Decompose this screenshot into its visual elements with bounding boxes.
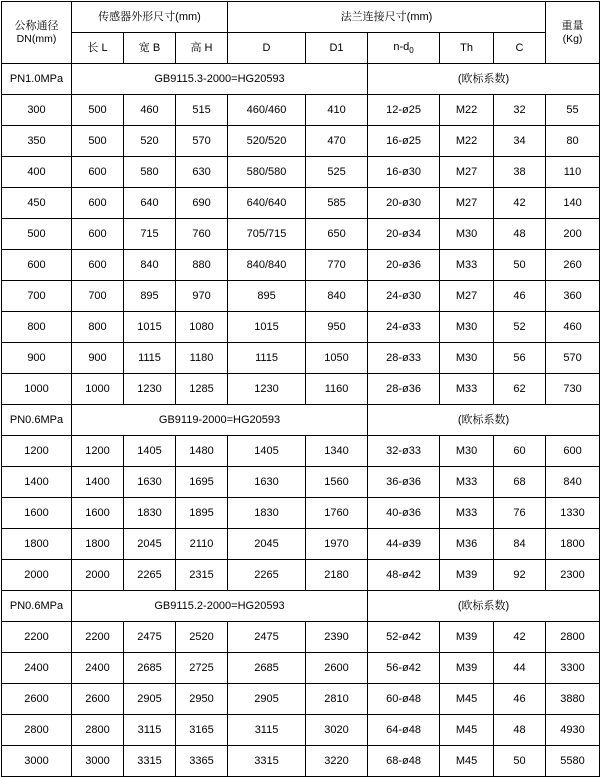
group-header-row [2, 405, 600, 436]
table-cell: 48 [494, 715, 546, 746]
table-cell: 40-ø36 [368, 498, 440, 529]
table-cell: 1405 [228, 436, 306, 467]
table-cell: 42 [494, 188, 546, 219]
table-cell: 52-ø42 [368, 622, 440, 653]
table-cell: M27 [440, 281, 494, 312]
table-cell: 715 [124, 219, 176, 250]
table-cell: 2800 [72, 715, 124, 746]
table-cell: 2200 [2, 622, 72, 653]
table-cell: 3315 [228, 746, 306, 777]
table-cell: 64-ø48 [368, 715, 440, 746]
table-cell: 3315 [124, 746, 176, 777]
table-cell: 700 [72, 281, 124, 312]
table-cell: 515 [176, 95, 228, 126]
table-cell: 840 [124, 250, 176, 281]
table-cell: 460 [124, 95, 176, 126]
table-cell: 1895 [176, 498, 228, 529]
table-cell: 1230 [124, 374, 176, 405]
table-cell: 5580 [546, 746, 600, 777]
table-row [2, 126, 600, 157]
table-cell: 2725 [176, 653, 228, 684]
table-cell: 1830 [228, 498, 306, 529]
table-cell: M39 [440, 622, 494, 653]
table-cell: 3300 [546, 653, 600, 684]
table-cell: 1160 [306, 374, 368, 405]
group-pressure-rating: PN1.0MPa [2, 64, 72, 95]
table-cell: 68 [494, 467, 546, 498]
table-row [2, 684, 600, 715]
table-cell: 28-ø33 [368, 343, 440, 374]
table-cell: 3000 [72, 746, 124, 777]
table-cell: 200 [546, 219, 600, 250]
table-cell: 1115 [228, 343, 306, 374]
table-cell: M45 [440, 684, 494, 715]
header-th: Th [440, 33, 494, 64]
table-row [2, 653, 600, 684]
table-cell: M30 [440, 219, 494, 250]
table-cell: 140 [546, 188, 600, 219]
table-row [2, 281, 600, 312]
table-cell: 300 [2, 95, 72, 126]
table-cell: 1230 [228, 374, 306, 405]
group-standard: GB9115.2-2000=HG20593 [72, 591, 368, 622]
table-cell: 360 [546, 281, 600, 312]
table-header-sub-row [2, 33, 600, 64]
table-cell: M27 [440, 157, 494, 188]
table-cell: 520 [124, 126, 176, 157]
table-row [2, 157, 600, 188]
table-cell: 80 [546, 126, 600, 157]
table-cell: M30 [440, 343, 494, 374]
table-cell: 1400 [2, 467, 72, 498]
table-cell: 585 [306, 188, 368, 219]
group-header-row [2, 591, 600, 622]
table-cell: 2685 [124, 653, 176, 684]
table-cell: 460 [546, 312, 600, 343]
table-cell: 650 [306, 219, 368, 250]
table-cell: 460/460 [228, 95, 306, 126]
table-cell: 4930 [546, 715, 600, 746]
table-cell: 3165 [176, 715, 228, 746]
table-cell: 260 [546, 250, 600, 281]
table-cell: 1200 [72, 436, 124, 467]
table-cell: 2265 [228, 560, 306, 591]
table-cell: 3880 [546, 684, 600, 715]
table-cell: 1115 [124, 343, 176, 374]
table-cell: 2000 [72, 560, 124, 591]
table-cell: 2315 [176, 560, 228, 591]
table-cell: 580 [124, 157, 176, 188]
table-cell: 840 [546, 467, 600, 498]
header-nd0-text: n-d [393, 40, 410, 53]
table-cell: 450 [2, 188, 72, 219]
table-cell: 600 [2, 250, 72, 281]
group-header-row [2, 64, 600, 95]
header-width: 宽 B [124, 33, 176, 64]
table-cell: 2905 [124, 684, 176, 715]
table-cell: 760 [176, 219, 228, 250]
table-cell: 800 [72, 312, 124, 343]
table-row [2, 746, 600, 777]
table-cell: M27 [440, 188, 494, 219]
table-cell: 20-ø36 [368, 250, 440, 281]
table-cell: 2905 [228, 684, 306, 715]
table-cell: 400 [2, 157, 72, 188]
table-cell: 44-ø39 [368, 529, 440, 560]
group-standard: GB9119-2000=HG20593 [72, 405, 368, 436]
group-note: (欧标系数) [368, 64, 600, 95]
table-cell: 28-ø36 [368, 374, 440, 405]
table-cell: 2390 [306, 622, 368, 653]
table-cell: 60-ø48 [368, 684, 440, 715]
table-cell: 2000 [2, 560, 72, 591]
table-cell: 600 [72, 188, 124, 219]
table-cell: 350 [2, 126, 72, 157]
header-dn [2, 2, 72, 64]
header-weight-line2: (Kg) [562, 32, 583, 45]
table-cell: 580/580 [228, 157, 306, 188]
table-cell: 3365 [176, 746, 228, 777]
table-cell: 1180 [176, 343, 228, 374]
table-cell: 1480 [176, 436, 228, 467]
table-cell: 1340 [306, 436, 368, 467]
specification-table [1, 1, 600, 777]
table-cell: 500 [2, 219, 72, 250]
header-nd0-subscript: 0 [409, 46, 414, 55]
table-cell: 34 [494, 126, 546, 157]
table-cell: 500 [72, 95, 124, 126]
table-row [2, 529, 600, 560]
table-cell: M30 [440, 312, 494, 343]
table-cell: 895 [228, 281, 306, 312]
group-pressure-rating: PN0.6MPa [2, 405, 72, 436]
table-cell: 880 [176, 250, 228, 281]
table-cell: 1630 [124, 467, 176, 498]
table-cell: 12-ø25 [368, 95, 440, 126]
table-row [2, 715, 600, 746]
table-cell: 1600 [72, 498, 124, 529]
table-cell: 76 [494, 498, 546, 529]
table-cell: 600 [546, 436, 600, 467]
group-note: (欧标系数) [368, 591, 600, 622]
table-cell: 1050 [306, 343, 368, 374]
header-length: 长 L [72, 33, 124, 64]
table-cell: 1800 [2, 529, 72, 560]
table-cell: 630 [176, 157, 228, 188]
table-cell: 640/640 [228, 188, 306, 219]
header-nd0 [368, 33, 440, 64]
table-cell: 600 [72, 250, 124, 281]
table-cell: 1015 [124, 312, 176, 343]
table-cell: 60 [494, 436, 546, 467]
table-cell: 840/840 [228, 250, 306, 281]
table-cell: 55 [546, 95, 600, 126]
table-cell: 1970 [306, 529, 368, 560]
table-cell: M33 [440, 467, 494, 498]
table-cell: M33 [440, 498, 494, 529]
table-header-top-row [2, 2, 600, 33]
table-cell: 46 [494, 684, 546, 715]
group-standard: GB9115.3-2000=HG20593 [72, 64, 368, 95]
table-cell: 1760 [306, 498, 368, 529]
table-cell: 1405 [124, 436, 176, 467]
group-note: (欧标系数) [368, 405, 600, 436]
table-row [2, 250, 600, 281]
table-cell: 24-ø33 [368, 312, 440, 343]
header-dn-line1: 公称通径 [14, 20, 59, 33]
table-cell: 46 [494, 281, 546, 312]
table-row [2, 312, 600, 343]
table-cell: 640 [124, 188, 176, 219]
table-cell: 2200 [72, 622, 124, 653]
table-cell: 44 [494, 653, 546, 684]
table-cell: 84 [494, 529, 546, 560]
table-cell: 42 [494, 622, 546, 653]
table-cell: M22 [440, 126, 494, 157]
table-cell: 2800 [2, 715, 72, 746]
header-dn-line2: DN(mm) [16, 32, 57, 45]
table-cell: 2520 [176, 622, 228, 653]
table-row [2, 188, 600, 219]
table-cell: 50 [494, 746, 546, 777]
table-cell: 68-ø48 [368, 746, 440, 777]
table-cell: 110 [546, 157, 600, 188]
table-cell: 16-ø25 [368, 126, 440, 157]
table-cell: 16-ø30 [368, 157, 440, 188]
table-cell: 1285 [176, 374, 228, 405]
table-cell: 2600 [306, 653, 368, 684]
table-cell: 900 [72, 343, 124, 374]
table-cell: 2180 [306, 560, 368, 591]
table-cell: M33 [440, 250, 494, 281]
table-cell: 20-ø30 [368, 188, 440, 219]
table-cell: 2045 [124, 529, 176, 560]
table-cell: 36-ø36 [368, 467, 440, 498]
table-cell: 1560 [306, 467, 368, 498]
table-cell: 2400 [2, 653, 72, 684]
table-row [2, 436, 600, 467]
table-row [2, 498, 600, 529]
table-cell: 800 [2, 312, 72, 343]
table-cell: 62 [494, 374, 546, 405]
table-cell: 3000 [2, 746, 72, 777]
header-group-flange: 法兰连接尺寸(mm) [228, 2, 546, 33]
table-cell: M36 [440, 529, 494, 560]
table-cell: 1800 [72, 529, 124, 560]
table-cell: 32-ø33 [368, 436, 440, 467]
table-cell: 2110 [176, 529, 228, 560]
table-cell: M45 [440, 715, 494, 746]
table-cell: 770 [306, 250, 368, 281]
table-row [2, 95, 600, 126]
table-cell: 2265 [124, 560, 176, 591]
table-cell: M39 [440, 653, 494, 684]
table-row [2, 374, 600, 405]
table-cell: 690 [176, 188, 228, 219]
header-height: 高 H [176, 33, 228, 64]
table-cell: 1000 [2, 374, 72, 405]
table-cell: M22 [440, 95, 494, 126]
table-cell: 470 [306, 126, 368, 157]
header-weight [546, 2, 600, 64]
table-cell: 20-ø34 [368, 219, 440, 250]
table-cell: 410 [306, 95, 368, 126]
table-cell: 2685 [228, 653, 306, 684]
table-cell: 3115 [124, 715, 176, 746]
table-cell: 24-ø30 [368, 281, 440, 312]
table-cell: 52 [494, 312, 546, 343]
table-cell: 2950 [176, 684, 228, 715]
header-weight-line1: 重量 [561, 20, 584, 33]
table-cell: 730 [546, 374, 600, 405]
table-cell: 2475 [228, 622, 306, 653]
table-cell: 2800 [546, 622, 600, 653]
table-row [2, 467, 600, 498]
table-cell: 1830 [124, 498, 176, 529]
table-cell: 48 [494, 219, 546, 250]
table-cell: 56-ø42 [368, 653, 440, 684]
table-cell: 970 [176, 281, 228, 312]
table-cell: 840 [306, 281, 368, 312]
table-cell: 92 [494, 560, 546, 591]
table-cell: M45 [440, 746, 494, 777]
table-cell: 1695 [176, 467, 228, 498]
table-cell: 1000 [72, 374, 124, 405]
table-cell: 2600 [72, 684, 124, 715]
table-cell: 48-ø42 [368, 560, 440, 591]
header-d: D [228, 33, 306, 64]
table-cell: 570 [546, 343, 600, 374]
table-cell: 1015 [228, 312, 306, 343]
table-cell: 2300 [546, 560, 600, 591]
table-cell: 705/715 [228, 219, 306, 250]
table-cell: 520/520 [228, 126, 306, 157]
table-cell: 1330 [546, 498, 600, 529]
table-cell: 525 [306, 157, 368, 188]
table-cell: M30 [440, 436, 494, 467]
table-cell: M39 [440, 560, 494, 591]
table-row [2, 219, 600, 250]
table-cell: 2400 [72, 653, 124, 684]
table-cell: 1400 [72, 467, 124, 498]
table-cell: M33 [440, 374, 494, 405]
header-c: C [494, 33, 546, 64]
table-cell: 1200 [2, 436, 72, 467]
header-group-sensor: 传感器外形尺寸(mm) [72, 2, 228, 33]
table-cell: 32 [494, 95, 546, 126]
header-d1: D1 [306, 33, 368, 64]
table-cell: 570 [176, 126, 228, 157]
table-cell: 2600 [2, 684, 72, 715]
table-cell: 2810 [306, 684, 368, 715]
table-cell: 1630 [228, 467, 306, 498]
table-cell: 600 [72, 219, 124, 250]
table-cell: 1800 [546, 529, 600, 560]
table-cell: 3220 [306, 746, 368, 777]
table-cell: 2475 [124, 622, 176, 653]
group-pressure-rating: PN0.6MPa [2, 591, 72, 622]
table-cell: 3020 [306, 715, 368, 746]
table-row [2, 560, 600, 591]
table-cell: 38 [494, 157, 546, 188]
table-cell: 1600 [2, 498, 72, 529]
table-cell: 950 [306, 312, 368, 343]
table-cell: 56 [494, 343, 546, 374]
table-cell: 895 [124, 281, 176, 312]
table-cell: 600 [72, 157, 124, 188]
table-cell: 3115 [228, 715, 306, 746]
table-cell: 1080 [176, 312, 228, 343]
table-cell: 50 [494, 250, 546, 281]
table-cell: 2045 [228, 529, 306, 560]
table-cell: 900 [2, 343, 72, 374]
table-row [2, 343, 600, 374]
table-cell: 700 [2, 281, 72, 312]
table-cell: 500 [72, 126, 124, 157]
table-row [2, 622, 600, 653]
